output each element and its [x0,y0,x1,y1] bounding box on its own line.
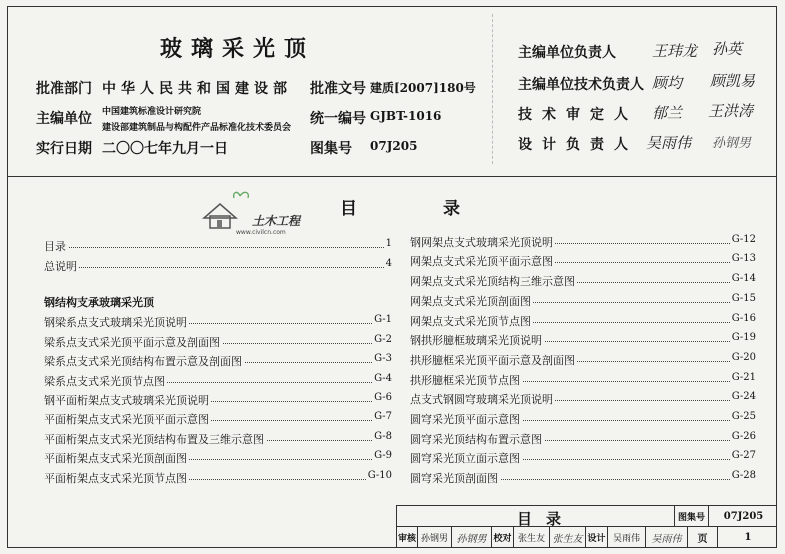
toc-entry-page: G-13 [731,253,756,264]
dot-leader [44,247,392,248]
toc-entry[interactable] [410,273,756,291]
toc-entry[interactable] [44,258,392,276]
toc-entry-title: 网架点支式采光顶平面示意图 [410,255,553,268]
toc-entry-page: G-12 [731,234,756,245]
toc-entry-page: G-26 [731,431,756,442]
editor-org-2: 建设部建筑制品与构配件产品标准化技术委员会 [102,123,292,133]
check-label: 校对 [491,527,513,548]
toc-entry[interactable] [410,411,756,429]
toc-entry-page: G-24 [731,391,756,402]
toc-entry[interactable] [410,372,756,390]
toc-entry[interactable] [44,431,392,449]
resp-label-design: 设计负责人 [518,137,638,153]
toc-entry-page: G-15 [731,293,756,304]
checker-name: 张生友 [513,527,549,548]
toc-entry-title: 目录 [44,240,66,253]
reviewer-name: 孙钢男 [417,527,451,548]
toc-entry-title: 点支式钢圆穹玻璃采光顶说明 [410,393,553,406]
date-label: 实行日期 [36,141,92,157]
signature: 王洪涛 [708,102,754,120]
editor-label: 主编单位 [36,111,92,127]
toc-entry-page: G-20 [731,352,756,363]
approval-dept: 中华人民共和国建设部 [102,81,292,97]
toc-entry-page: G-1 [374,314,392,325]
toc-entry-title: 网架点支式采光顶剖面图 [410,295,531,308]
designer-name: 吴雨伟 [607,527,645,548]
unified-no-label: 统一编号 [310,111,366,127]
signature: 孙英 [712,40,743,58]
toc-entry[interactable] [410,332,756,350]
toc-entry-page: G-6 [374,392,392,403]
atlas-no-cell: 07J205 [708,506,778,526]
toc-entry[interactable] [410,391,756,409]
toc-entry[interactable] [410,313,756,331]
toc-entry-title: 圆穹采光顶结构布置示意图 [410,433,542,446]
title-block-name: 目录 [517,510,576,528]
signature: 孙钢男 [456,534,487,545]
toc-entry[interactable] [44,450,392,468]
date-value: 二〇〇七年九月一日 [102,141,228,157]
toc-entry[interactable] [410,234,756,252]
toc-title: 目录 [340,199,546,219]
toc-entry-title: 平面桁架点支式采光顶平面示意图 [44,413,209,426]
checker-signature [549,527,585,548]
signature: 张生友 [552,534,583,545]
toc-entry[interactable] [44,334,392,352]
toc-entry-page: G-3 [374,353,392,364]
toc-entry-title: 梁系点支式采光顶节点图 [44,375,165,388]
toc-entry[interactable] [410,470,756,488]
toc-entry-title: 梁系点支式采光顶平面示意及剖面图 [44,336,220,349]
toc-entry-page: G-9 [374,450,392,461]
signature: 顾凯易 [710,72,756,90]
toc-entry-title: 梁系点支式采光顶结构布置示意及剖面图 [44,355,242,368]
toc-entry-title: 圆穹采光顶剖面图 [410,472,498,485]
signature: 吴雨伟 [651,534,682,545]
resp-label-review: 技术审定人 [518,107,638,123]
toc-entry-title: 圆穹采光顶平面示意图 [410,413,520,426]
review-label: 审核 [397,534,416,544]
toc-entry[interactable] [44,314,392,332]
toc-entry[interactable] [44,411,392,429]
title-block-bottom [396,526,777,548]
toc-entry-page: 4 [385,258,392,269]
toc-entry[interactable] [44,392,392,410]
toc-entry[interactable] [44,470,392,488]
atlas-no-label: 图集号 [310,141,352,157]
toc-entry-title: 平面桁架点支式采光顶结构布置及三维示意图 [44,433,264,446]
design-label: 设计 [585,527,607,548]
logo-url: www.civilcn.com [236,229,286,236]
unified-no: GJBT-1016 [370,109,442,123]
toc-entry-title: 拱形臆框采光顶节点图 [410,374,520,387]
approval-dept-label: 批准部门 [36,81,92,97]
toc-entry[interactable] [44,353,392,371]
toc-entry-page: G-2 [374,334,392,345]
signature: 孙钢男 [712,136,752,151]
dot-leader [44,267,392,268]
toc-entry-page: G-4 [374,373,392,384]
resp-label-tech: 主编单位技术负责人 [518,77,644,93]
toc-entry[interactable] [410,293,756,311]
toc-entry-page: 1 [385,238,392,249]
toc-entry-page: G-16 [731,313,756,324]
toc-entry-title: 钢网架点支式玻璃采光顶说明 [410,236,553,249]
toc-entry-page: G-25 [731,411,756,422]
signature: 郁兰 [652,104,683,122]
title-block [396,505,777,548]
toc-entry[interactable] [410,253,756,271]
editor-org-1: 中国建筑标准设计研究院 [102,107,202,117]
toc-entry-title: 钢梁系点支式玻璃采光顶说明 [44,316,187,329]
toc-entry[interactable] [410,431,756,449]
signature: 王玮龙 [652,42,698,60]
toc-entry[interactable] [410,450,756,468]
section-heading: 钢结构支承玻璃采光顶 [44,296,154,309]
toc-entry-page: G-19 [731,332,756,343]
toc-entry-title: 网架点支式采光顶节点图 [410,315,531,328]
toc-entry-page: G-21 [731,372,756,383]
atlas-title: 玻璃采光顶 [160,36,316,62]
atlas-label-cell: 图集号 [674,506,708,526]
logo-text: 土木工程 [252,214,301,228]
resp-label-editor: 主编单位负责人 [518,45,616,61]
toc-entry-page: G-7 [374,411,392,422]
approval-row [0,78,480,96]
reviewer-signature [451,527,491,548]
approval-no-label: 批准文号 [310,81,366,97]
signature: 顾均 [652,74,683,92]
atlas-no: 07J205 [370,139,418,153]
toc-entry-page: G-28 [731,470,756,481]
toc-entry-title: 平面桁架点支式采光顶节点图 [44,472,187,485]
approval-no: 建质[2007]180号 [370,81,476,95]
header-divider [7,176,777,177]
header-separator [492,14,493,164]
toc-entry-page: G-10 [367,470,392,481]
toc-entry-page: G-14 [731,273,756,284]
toc-entry[interactable] [410,352,756,370]
toc-entry[interactable] [44,373,392,391]
page-no: 1 [717,527,778,548]
toc-entry-title: 钢拱形臆框玻璃采光顶说明 [410,334,542,347]
title-block-top [396,505,777,526]
page-label: 页 [687,527,717,548]
toc-entry-title: 钢平面桁架点支式玻璃采光顶说明 [44,394,209,407]
date-row [0,138,480,156]
toc-entry[interactable] [44,238,392,256]
designer-signature [645,527,687,548]
toc-entry-title: 圆穹采光顶立面示意图 [410,452,520,465]
toc-entry-page: G-8 [374,431,392,442]
toc-entry-title: 平面桁架点支式采光顶剖面图 [44,452,187,465]
signature: 吴雨伟 [646,134,692,152]
toc-entry-page: G-27 [731,450,756,461]
toc-entry-title: 网架点支式采光顶结构三维示意图 [410,275,575,288]
toc-entry-title: 总说明 [44,260,77,273]
toc-entry-title: 拱形臆框采光顶平面示意及剖面图 [410,354,575,367]
